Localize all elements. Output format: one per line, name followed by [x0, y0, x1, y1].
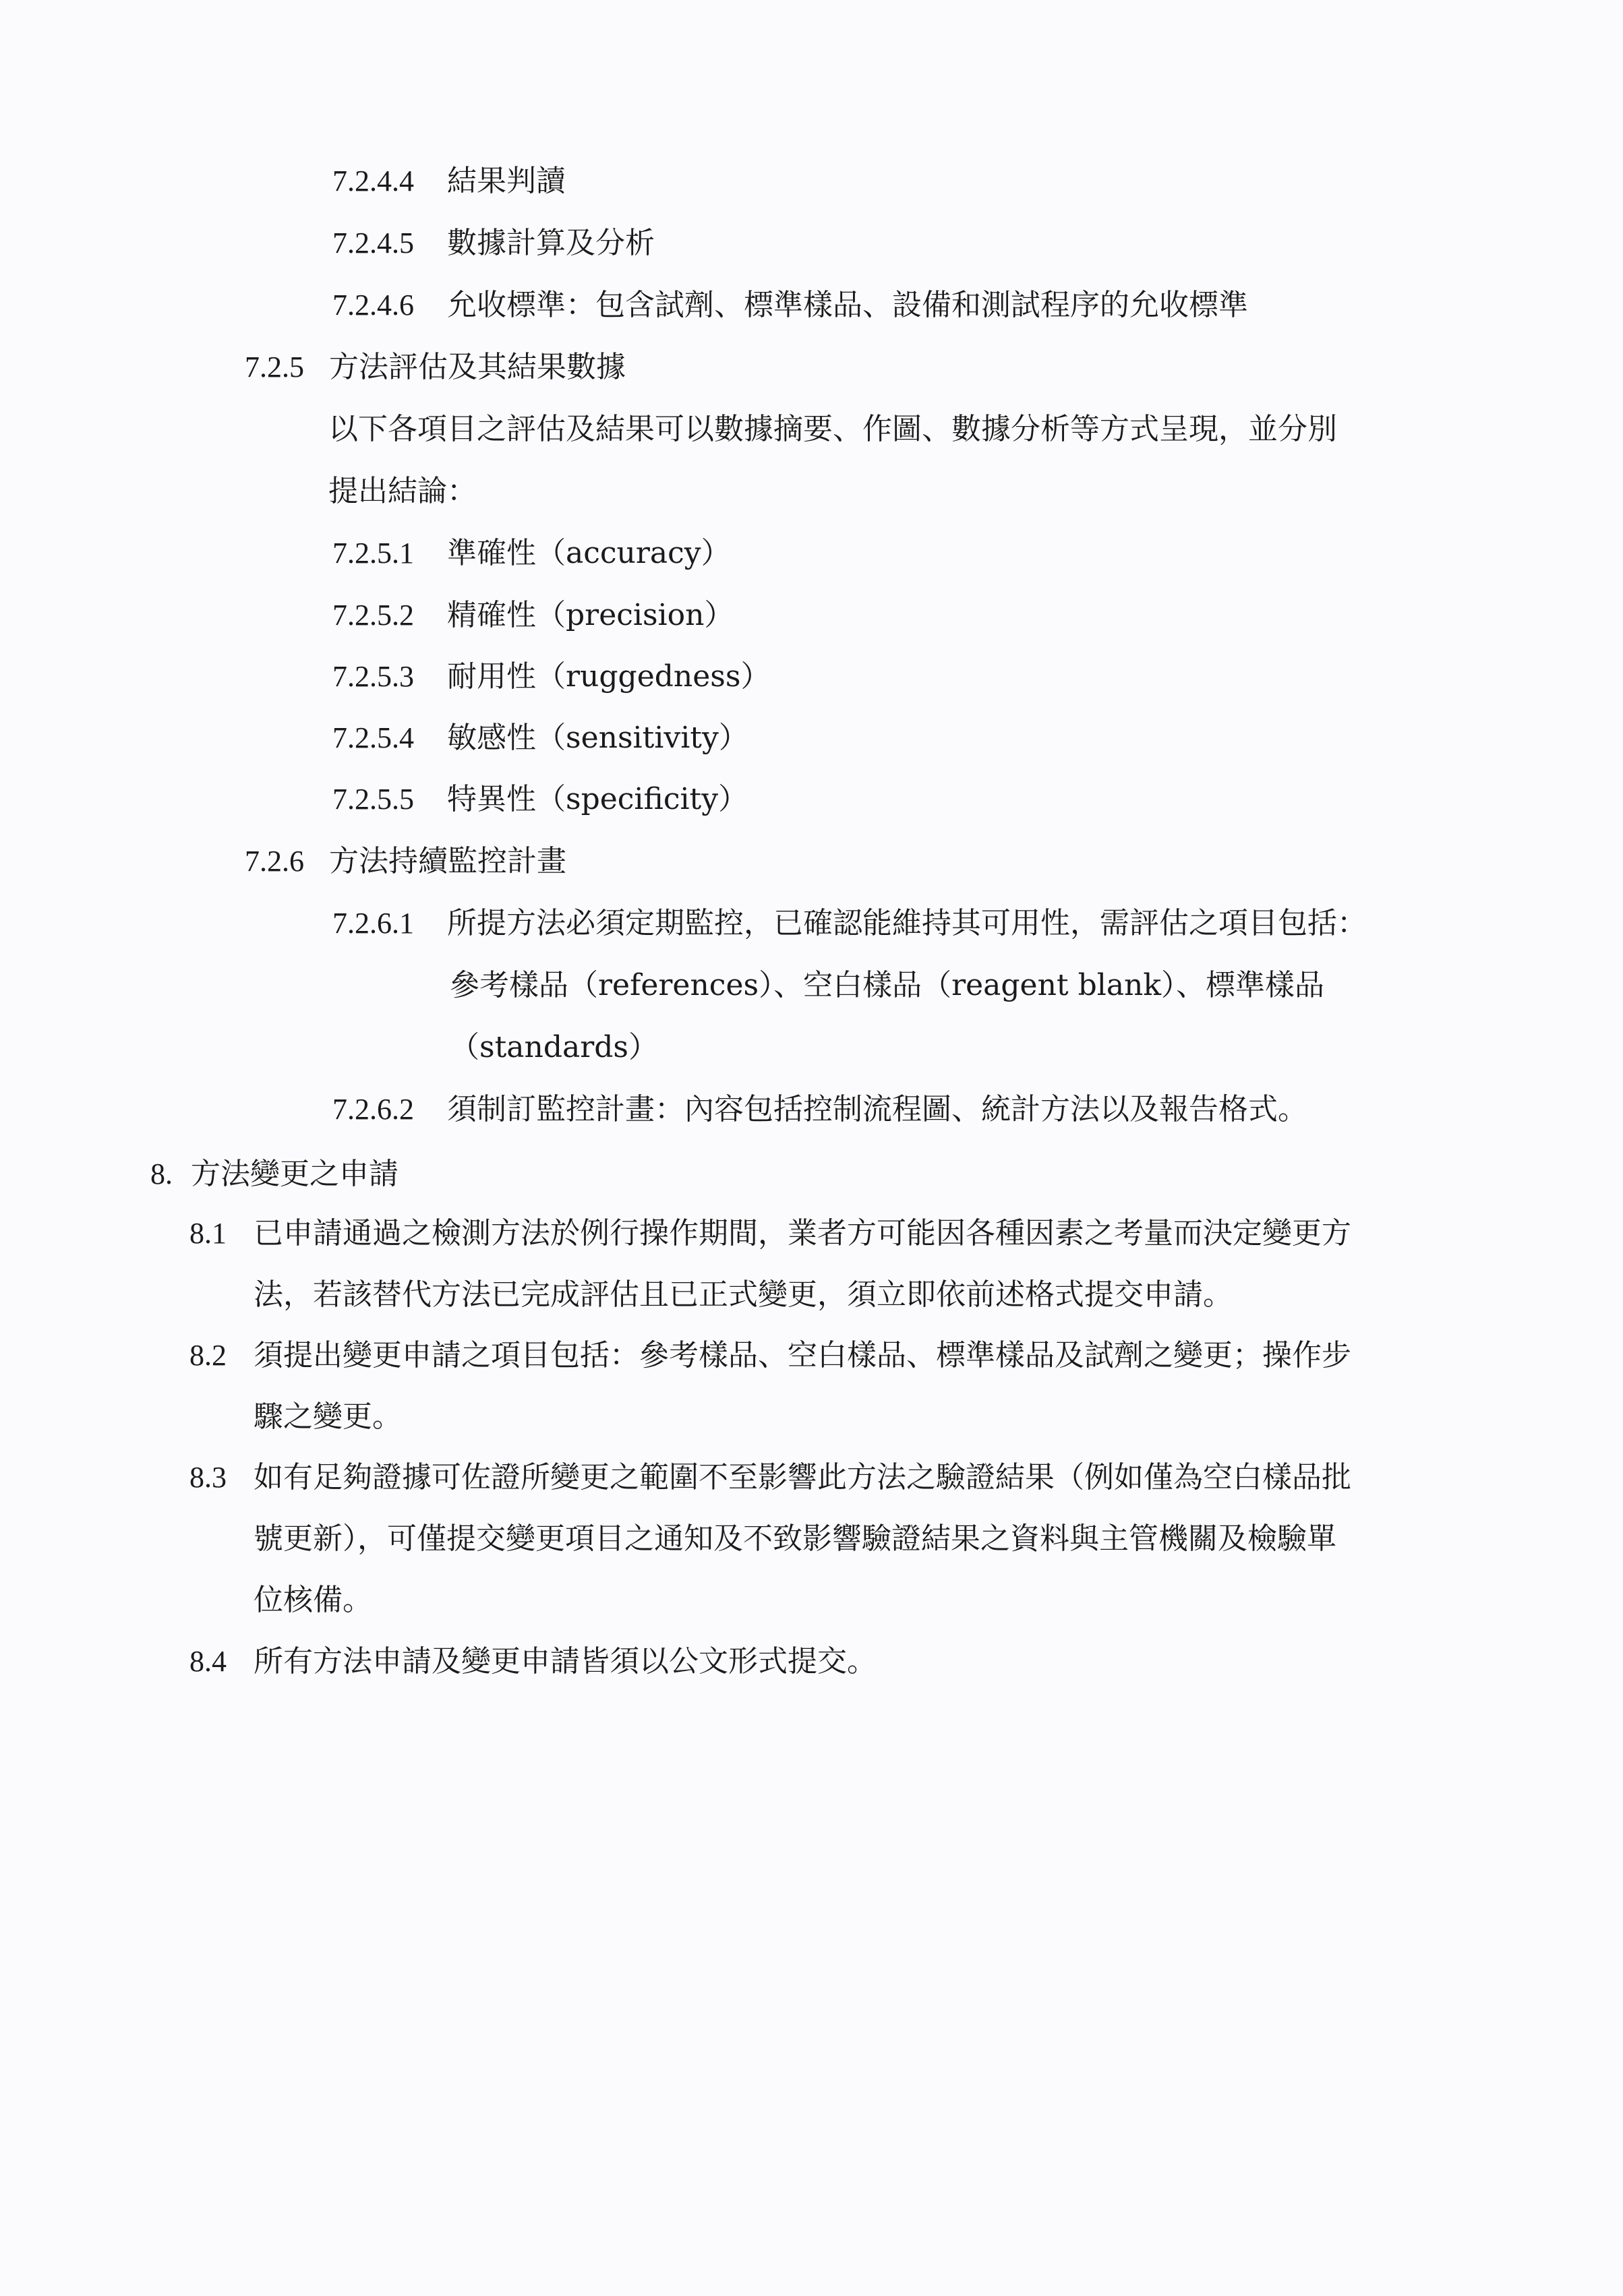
section-text: 方法評估及其結果數據: [329, 350, 626, 384]
paragraph-line: [254, 1520, 1336, 1558]
section-text: 耐用性（ruggedness）: [447, 659, 771, 694]
paragraph-text: 位核備。: [254, 1583, 372, 1617]
section-text: 如有足夠證據可佐證所變更之範圍不至影響此方法之驗證結果（例如僅為空白樣品批: [254, 1460, 1351, 1494]
paragraph-line: [254, 1276, 1233, 1314]
paragraph-line: [450, 967, 1324, 1004]
section-7-2-6-2: [332, 1091, 1307, 1128]
section-text: 允收標準：包含試劑、標準樣品、設備和測試程序的允收標準: [447, 288, 1248, 322]
section-text: 方法變更之申請: [191, 1157, 399, 1191]
section-8-4: [189, 1643, 877, 1681]
paragraph-text: 參考樣品（references）、空白樣品（reagent blank）、標準樣品: [450, 968, 1325, 1002]
section-text: 精確性（precision）: [447, 598, 734, 632]
paragraph-text: 法，若該替代方法已完成評估且已正式變更，須立即依前述格式提交申請。: [254, 1277, 1233, 1312]
section-number: 8.: [150, 1157, 173, 1190]
section-text: 須制訂監控計畫：內容包括控制流程圖、統計方法以及報告格式。: [447, 1092, 1307, 1126]
paragraph-line: [450, 1029, 658, 1066]
section-text: 方法持續監控計畫: [329, 844, 566, 878]
section-text: 數據計算及分析: [447, 226, 655, 260]
section-8: [150, 1155, 399, 1193]
section-text: 已申請通過之檢測方法於例行操作期間，業者方可能因各種因素之考量而決定變更方: [254, 1216, 1351, 1250]
paragraph-text: 號更新），可僅提交變更項目之通知及不致影響驗證結果之資料與主管機關及檢驗單: [254, 1521, 1336, 1556]
section-number: 7.2.6.1: [332, 907, 414, 940]
section-7-2-5-1: [332, 535, 731, 572]
section-7-2-5-5: [332, 781, 748, 818]
paragraph-text: （standards）: [450, 1030, 659, 1064]
section-text: 所有方法申請及變更申請皆須以公文形式提交。: [254, 1644, 877, 1679]
paragraph-text: 提出結論：: [328, 474, 477, 508]
paragraph-line: [254, 1398, 402, 1436]
section-text: 所提方法必須定期監控，已確認能維持其可用性，需評估之項目包括：: [447, 906, 1367, 940]
section-number: 7.2.5.4: [332, 721, 414, 754]
section-8-1: [189, 1215, 1351, 1252]
section-text: 特異性（specificity）: [447, 782, 748, 816]
section-number: 7.2.6: [245, 845, 304, 878]
section-number: 7.2.4.4: [332, 164, 414, 198]
section-7-2-6: [245, 843, 566, 880]
section-7-2-5-2: [332, 597, 734, 634]
section-number: 7.2.6.2: [332, 1093, 414, 1126]
paragraph-text: 以下各項目之評估及結果可以數據摘要、作圖、數據分析等方式呈現，並分別: [328, 412, 1337, 446]
section-number: 7.2.5.3: [332, 660, 414, 693]
section-number: 7.2.5.1: [332, 537, 414, 570]
section-7-2-6-1: [332, 905, 1367, 942]
section-text: 須提出變更申請之項目包括：參考樣品、空白樣品、標準樣品及試劑之變更；操作步: [254, 1338, 1351, 1372]
paragraph-line: [254, 1581, 372, 1619]
section-7-2-4-4: [332, 162, 566, 200]
section-7-2-5-4: [332, 719, 748, 757]
section-7-2-5: [245, 349, 626, 386]
section-7-2-5-3: [332, 658, 770, 696]
section-number: 8.2: [189, 1339, 227, 1372]
section-number: 7.2.5: [245, 351, 304, 384]
paragraph-line: [328, 411, 1337, 448]
section-text: 敏感性（sensitivity）: [447, 721, 748, 755]
section-number: 8.4: [189, 1645, 227, 1678]
section-number: 7.2.5.2: [332, 599, 414, 632]
paragraph-line: [328, 473, 477, 510]
paragraph-text: 驟之變更。: [254, 1399, 402, 1434]
section-number: 7.2.4.5: [332, 226, 414, 260]
section-number: 8.1: [189, 1217, 227, 1250]
section-number: 7.2.5.5: [332, 783, 414, 816]
section-7-2-4-5: [332, 224, 655, 262]
section-text: 結果判讀: [447, 164, 566, 198]
section-7-2-4-6: [332, 286, 1248, 324]
section-8-2: [189, 1337, 1351, 1374]
section-number: 7.2.4.6: [332, 289, 414, 322]
section-number: 8.3: [189, 1461, 227, 1494]
section-8-3: [189, 1459, 1351, 1497]
section-text: 準確性（accuracy）: [447, 536, 731, 570]
